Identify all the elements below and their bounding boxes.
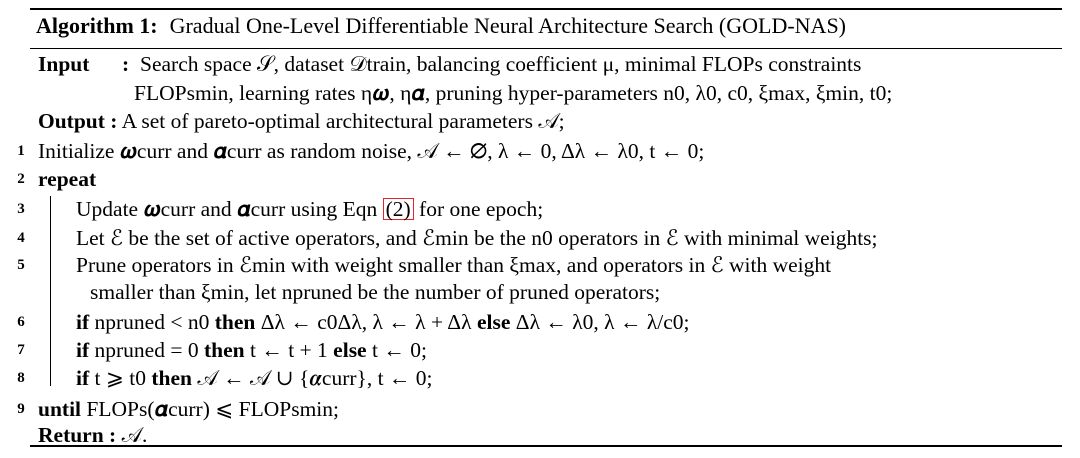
step-text: FLOPs(𝜶curr) ⩽ FLOPsmin; [86,397,339,421]
input-line-2 [134,80,892,106]
action-text: t ← t + 1 [249,338,328,362]
line-number: 3 [17,201,25,217]
step-prune-continuation [90,279,660,305]
step-text: for one epoch; [413,197,544,221]
line-number: 9 [17,401,25,417]
step-until [38,396,339,422]
then-keyword: then [151,366,192,390]
line-number: 4 [17,230,25,246]
step-text: smaller than ξmin, let npruned be the number of pruned operators; [90,280,661,304]
step-let [76,225,878,251]
line-number: 2 [17,171,25,187]
input-line-1 [140,51,861,77]
else-keyword: else [476,310,511,334]
step-text: Initialize 𝝎curr and 𝜶curr as random noise, 𝒜 ← ∅, λ ← 0, Δλ ← λ0, t ← 0; [38,139,705,163]
action-text: 𝒜 ← 𝒜 ∪ {𝜶curr}, t ← 0; [197,366,433,390]
line-number: 6 [17,314,25,330]
line-number: 8 [17,370,25,386]
bottom-rule [30,445,1062,447]
step-repeat [38,166,96,192]
step-text: Let ℰ be the set of active operators, and ℰmin be the n0 operators in ℰ with minimal weights; [76,226,878,250]
step-text: Prune operators in ℰmin with weight smaller than ξmax, and operators in ℰ with weight [76,253,832,277]
line-number: 5 [17,257,25,273]
action-text: t ← 0; [371,338,427,362]
if-keyword: if [76,366,90,390]
if-keyword: if [76,310,90,334]
algorithm-box [17,4,1062,450]
line-number: 7 [17,342,25,358]
step-if-threshold [76,365,433,391]
output-keyword: Output : [38,109,118,133]
step-initialize [38,138,704,164]
return-text: 𝒜. [121,423,148,447]
top-rule [30,8,1062,10]
output-line [38,108,565,134]
input-text-2: FLOPsmin, learning rates η𝝎, η𝜶, pruning hyper-parameters n0, λ0, c0, ξmax, ξmin, t0; [134,81,893,105]
step-text: Update 𝝎curr and 𝜶curr using Eqn [76,197,383,221]
else-keyword: else [333,338,367,362]
action-text: Δλ ← c0Δλ, λ ← λ + Δλ [260,310,472,334]
input-keyword: Input [38,52,90,76]
output-text: A set of pareto-optimal architectural parameters 𝒜; [121,109,565,133]
return-keyword: Return : [38,423,117,447]
caption-rule [30,48,1062,49]
action-text: Δλ ← λ0, λ ← λ/c0; [515,310,690,334]
input-separator: : [122,52,130,76]
step-update [76,196,543,222]
until-keyword: until [38,397,82,421]
algorithm-label: Algorithm 1: [36,13,158,38]
input-keyword-line [38,51,89,77]
loop-indent-bar [50,196,51,386]
if-keyword: if [76,338,90,362]
step-prune [76,252,831,278]
condition-text: npruned = 0 [94,338,199,362]
equation-reference-link[interactable]: (2) [383,198,414,220]
then-keyword: then [214,310,256,334]
algorithm-caption [36,13,846,39]
line-number: 1 [17,143,25,159]
step-if-zero [76,337,427,363]
input-separator-line [122,51,129,77]
condition-text: npruned < n0 [94,310,210,334]
condition-text: t ⩾ t0 [94,366,146,390]
algorithm-title: Gradual One-Level Differentiable Neural Architecture Search (GOLD-NAS) [169,13,847,38]
then-keyword: then [203,338,245,362]
step-if-pruned [76,309,690,335]
input-text-1: Search space 𝒮, dataset 𝒟train, balancing coefficient μ, minimal FLOPs constraints [140,52,862,76]
repeat-keyword: repeat [38,167,97,191]
